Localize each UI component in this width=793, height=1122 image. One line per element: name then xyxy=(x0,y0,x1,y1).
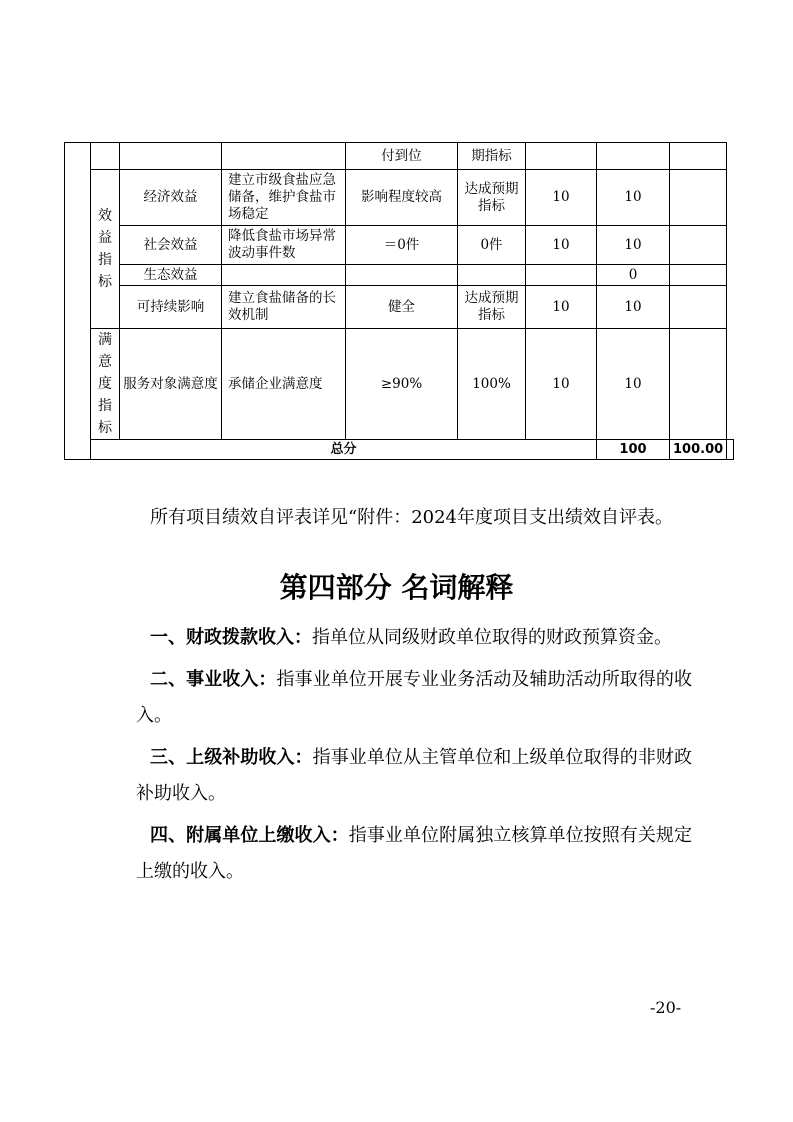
intro-paragraph xyxy=(136,500,688,536)
benefit-category-label: 效益指标 xyxy=(98,208,112,290)
definition-term: 四、附属单位上缴收入： xyxy=(150,825,349,846)
table-cell xyxy=(91,143,120,170)
table-cell: 经济效益 xyxy=(120,170,222,226)
table-cell: 承储企业满意度 xyxy=(222,329,346,440)
table-row xyxy=(65,170,734,226)
table-row xyxy=(65,329,734,440)
total-row xyxy=(65,440,734,460)
table-cell: 降低食盐市场异常波动事件数 xyxy=(222,226,346,265)
table-cell xyxy=(670,286,727,329)
table-cell: 生态效益 xyxy=(120,265,222,286)
table-cell xyxy=(222,265,346,286)
satisfaction-category-cell xyxy=(91,329,120,440)
table-cell: 0件 xyxy=(458,226,526,265)
table-cell: 达成预期指标 xyxy=(458,170,526,226)
table-cell: 10 xyxy=(597,286,670,329)
table-cell xyxy=(597,143,670,170)
definition-item xyxy=(136,662,692,734)
definition-text: 指事业单位从主管单位和上级单位取得的非财政补助收入。 xyxy=(136,747,693,804)
definition-text: 指事业单位附属独立核算单位按照有关规定上缴的收入。 xyxy=(136,825,693,882)
table-cell: 达成预期指标 xyxy=(458,286,526,329)
table-cell: 服务对象满意度 xyxy=(120,329,222,440)
table-cell: 10 xyxy=(526,286,597,329)
table-cell: 10 xyxy=(526,329,597,440)
table-cell xyxy=(458,265,526,286)
table-cell: 社会效益 xyxy=(120,226,222,265)
section-heading: 第四部分 名词解释 xyxy=(279,571,514,604)
table-cell: 10 xyxy=(526,226,597,265)
table-cell: 10 xyxy=(597,329,670,440)
definition-item xyxy=(136,620,692,656)
table-cell: 10 xyxy=(526,170,597,226)
table-cell: 健全 xyxy=(346,286,458,329)
table-cell: 100% xyxy=(458,329,526,440)
table-cell xyxy=(670,265,727,286)
total-weight: 100 xyxy=(597,440,670,460)
intro-text: 所有项目绩效自评表详见“附件：2024年度项目支出绩效自评表。 xyxy=(150,507,674,528)
table-cell: 10 xyxy=(597,226,670,265)
table-cell xyxy=(346,265,458,286)
table-cell: 0 xyxy=(597,265,670,286)
definition-text: 指单位从同级财政单位取得的财政预算资金。 xyxy=(312,627,672,648)
table-row xyxy=(65,143,734,170)
table-row xyxy=(65,226,734,265)
table-cell: 建立市级食盐应急储备，维护食盐市场稳定 xyxy=(222,170,346,226)
satisfaction-category-label: 满意度指标 xyxy=(98,332,112,436)
table-cell: 10 xyxy=(597,170,670,226)
table-cell xyxy=(65,143,91,460)
table-cell: 可持续影响 xyxy=(120,286,222,329)
table-cell xyxy=(670,143,727,170)
table-cell: 期指标 xyxy=(458,143,526,170)
table-row xyxy=(65,286,734,329)
table-cell xyxy=(670,170,727,226)
total-label: 总分 xyxy=(91,440,597,460)
table-cell xyxy=(727,440,734,460)
definitions-list xyxy=(136,620,692,896)
table-cell: ＝0件 xyxy=(346,226,458,265)
table-cell: 影响程度较高 xyxy=(346,170,458,226)
definition-term: 三、上级补助收入： xyxy=(150,747,313,768)
table-cell: 建立食盐储备的长效机制 xyxy=(222,286,346,329)
total-score: 100.00 xyxy=(670,440,727,460)
page-number: -20- xyxy=(650,998,682,1017)
table-cell xyxy=(526,143,597,170)
benefit-category-cell xyxy=(91,170,120,329)
table-row xyxy=(65,265,734,286)
table-cell xyxy=(670,226,727,265)
table-cell xyxy=(120,143,222,170)
definition-item xyxy=(136,740,692,812)
performance-table xyxy=(64,142,734,460)
definition-text: 指事业单位开展专业业务活动及辅助活动所取得的收入。 xyxy=(136,669,692,726)
table-cell xyxy=(526,265,597,286)
definition-term: 一、财政拨款收入： xyxy=(150,627,312,648)
table-cell xyxy=(670,329,727,440)
definition-item xyxy=(136,818,692,890)
definition-term: 二、事业收入： xyxy=(150,669,277,690)
table-cell: 付到位 xyxy=(346,143,458,170)
table-cell: ≥90% xyxy=(346,329,458,440)
table-cell xyxy=(222,143,346,170)
